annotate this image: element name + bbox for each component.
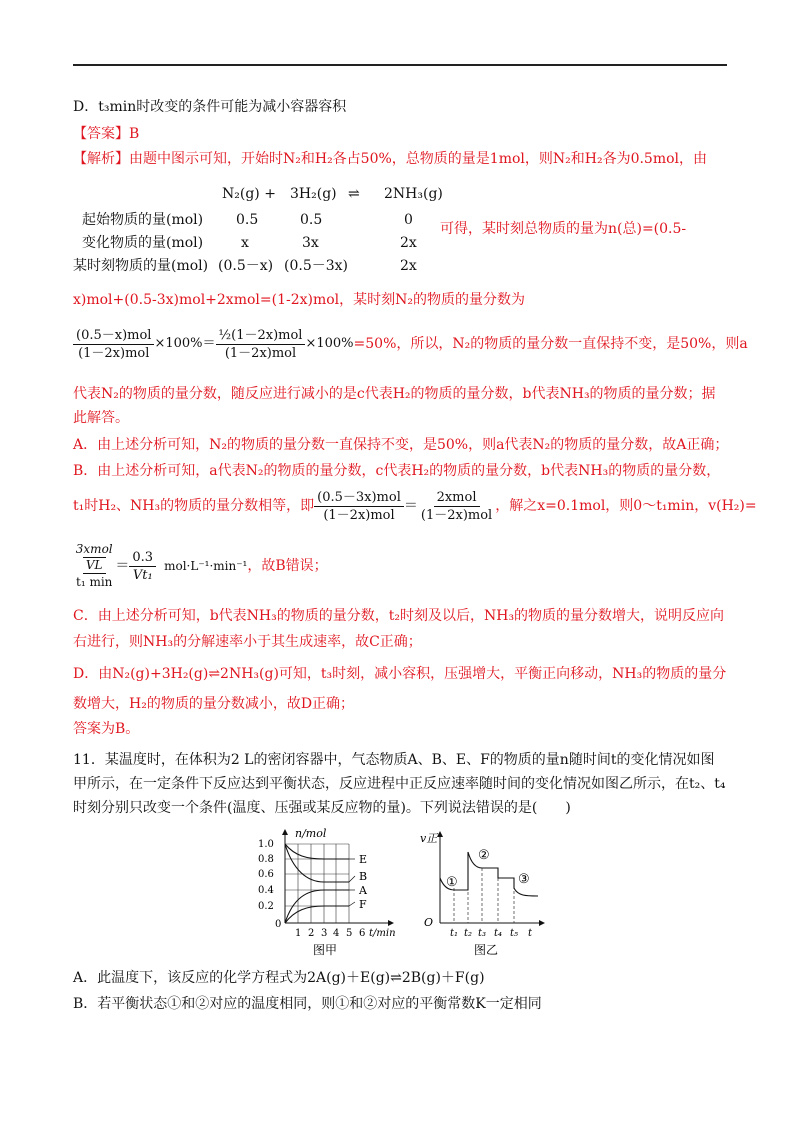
curve-f (285, 906, 349, 923)
fraction-h2: $\frac{\text{(0.5－3x)mol}}{\text{(1－2x)mol}}$ (314, 489, 404, 524)
figure-a-leaders (349, 859, 355, 906)
fraction-nh3: $\frac{\text{2xmol}}{\text{(1－2x)mol}}$ (420, 489, 493, 523)
row-initial-nh3: 0 (404, 212, 413, 228)
figure-a-grid (285, 844, 349, 923)
analysis-option-b-1: B．由上述分析可知，a代表N₂的物质的量分数，c代表H₂的物质的量分数，b代表NH₃的物质的量分数， (73, 463, 721, 479)
total-moles-line: x)mol+(0.5-3x)mol+2xmol=(1-2x)mol，某时刻N₂的物质的量分数为 (73, 292, 526, 308)
figure-a-xtick: 5 (346, 928, 353, 939)
row-initial-h2: 0.5 (300, 212, 323, 228)
figure-a-xtick: 4 (333, 928, 340, 939)
figure-b-ylabel: v正 (420, 832, 438, 845)
figure-a-ylabel: n/mol (295, 827, 327, 840)
eq-arrow: ⇌ (348, 186, 360, 202)
figure-a-chart (255, 826, 405, 962)
figure-b-xtick: t₄ (494, 928, 503, 939)
answer-b: 答案为B。 (73, 721, 140, 737)
figure-a-ytick: 1.0 (258, 839, 274, 850)
analysis-option-c-2: 右进行，则NH₃的分解速率小于其生成速率，故C正确； (73, 634, 422, 650)
figure-a-xtick: 6 (359, 928, 366, 939)
eq-n2: N₂(g) + (222, 186, 276, 202)
row-change-label: 变化物质的量(mol) (82, 235, 204, 251)
question-option-b: B．若平衡状态①和②对应的温度相同，则①和②对应的平衡常数K一定相同 (73, 996, 542, 1012)
eq-nh3: 2NH₃(g) (384, 186, 443, 202)
figure-b-xtick: t₅ (510, 928, 519, 939)
row-change-h2: 3x (302, 235, 319, 251)
figure-a-xlabel: t/min (369, 928, 396, 939)
ice-side-note: 可得，某时刻总物质的量为n(总)=(0.5- (440, 221, 687, 237)
row-moment-h2: (0.5－3x) (284, 258, 348, 274)
fraction-1: $\frac{\text{(0.5－x)mol}}{\text{(1－2x)mol}}$ (73, 327, 154, 362)
figure-a-curves (285, 844, 349, 923)
analysis-option-c-1: C．由上述分析可知，b代表NH₃的物质的量分数，t₂时刻及以后，NH₃的物质的量分数增大，说明反应向 (73, 608, 725, 624)
figure-a-ytick: 0.6 (258, 869, 274, 880)
region-1: ① (446, 875, 458, 890)
figure-b-origin: O (424, 916, 434, 929)
figure-a-ytick: 0.2 (258, 901, 274, 912)
fraction-2: $\frac{\text{½(1－2x)mol}}{\text{(1－2x)mol}}$ (216, 327, 306, 362)
row-moment-n2: (0.5－x) (218, 258, 274, 274)
figure-a-caption: 图甲 (313, 943, 338, 957)
question-11-line-1: 11．某温度时，在体积为2 L的密闭容器中，气态物质A、B、E、F的物质的量n随时间t的变化情况如图 (73, 752, 715, 768)
row-moment-nh3: 2x (400, 258, 417, 274)
curve-label-a: A (359, 884, 367, 897)
option-d-previous: D．t₃min时改变的条件可能为减小容器容积 (73, 99, 347, 115)
curve-a-decrease (285, 844, 349, 882)
analysis-option-d-2: 数增大，H₂的物质的量分数减小，故D正确； (73, 696, 355, 712)
analysis-option-d-1: D．由N₂(g)+3H₂(g)⇌2NH₃(g)可知，t₃时刻，减小容积，压强增大，平衡正向移动，NH₃的物质的量分 (73, 666, 727, 682)
top-rule (73, 64, 727, 66)
analysis-intro: 【解析】由题中图示可知，开始时N₂和H₂各占50%，总物质的量是1mol，则N₂和H₂各为0.5mol，由 (73, 151, 708, 167)
figure-a-dashed (324, 859, 349, 882)
a-represents-line: 代表N₂的物质的量分数，随反应进行减小的是c代表H₂的物质的量分数，b代表NH₃的物质的量分数；据 (73, 386, 716, 402)
figure-b-caption: 图乙 (474, 943, 499, 957)
curve-label-f: F (359, 898, 367, 911)
figure-a-ytick: 0 (275, 919, 282, 930)
figure-b-chart (418, 826, 548, 962)
figure-b-xtick: t₃ (478, 928, 487, 939)
figure-a-xtick: 3 (321, 928, 328, 939)
figure-a-ytick: 0.8 (258, 854, 274, 865)
row-change-n2: x (241, 235, 249, 251)
region-3: ③ (518, 872, 530, 887)
analysis-option-b-3: 3xmol VL t₁ min ＝ $\frac{0.3}{\text{Vt₁}}$ mol·L⁻¹·min⁻¹ ，故B错误； (73, 538, 328, 594)
region-2: ② (478, 848, 490, 863)
figure-b-xtick: t (528, 928, 533, 939)
rate-fraction: 3xmol VL t₁ min (75, 542, 113, 589)
analysis-option-a: A．由上述分析可知，N₂的物质的量分数一直保持不变，是50%，则a代表N₂的物质的量分数，故A正确； (73, 437, 729, 453)
row-initial-label: 起始物质的量(mol) (82, 212, 204, 228)
curve-label-e: E (359, 853, 368, 866)
curve-label-b: B (359, 870, 368, 883)
row-moment-label: 某时刻物质的量(mol) (73, 258, 209, 274)
row-initial-n2: 0.5 (236, 212, 259, 228)
row-change-nh3: 2x (400, 235, 417, 251)
eq-h2: 3H₂(g) (290, 186, 337, 202)
curve-e (285, 844, 349, 859)
question-11-line-3: 时刻分别只改变一个条件(温度、压强或某反应物的量)。下列说法错误的是( ) (73, 800, 571, 816)
figure-b-xtick: t₂ (464, 928, 473, 939)
figure-a-ytick: 0.4 (258, 885, 274, 896)
figure-a-xtick: 1 (295, 928, 302, 939)
answer-label: 【答案】B (73, 126, 140, 142)
question-option-a: A．此温度下，该反应的化学方程式为2A(g)＋E(g)⇌2B(g)＋F(g) (73, 970, 485, 986)
question-11-line-2: 甲所示，在一定条件下反应达到平衡状态，反应进程中正反应速率随时间的变化情况如图乙所示，在t₂、t₄ (73, 776, 726, 792)
figure-a-xtick: 2 (308, 928, 315, 939)
rate-result-fraction: $\frac{0.3}{\text{Vt₁}}$ (129, 549, 156, 584)
mole-fraction-formula: $\frac{\text{(0.5－x)mol}}{\text{(1－2x)mol}}$ ×100%＝ $\frac{\text{½(1－2x)mol}}{\text{(1－2x)mol}}$ ×100% =50%，所以，N₂的物质的量分数一直保持不变，是50%，则a (73, 318, 748, 370)
analysis-option-b-2: t₁时H₂、NH₃的物质的量分数相等，即 $\frac{\text{(0.5－3x)mol}}{\text{(1－2x)mol}}$ ＝ $\frac{\text{2xmol}}{\text{(1－2x)mol}}$ ，解之x=0.1mol，则0～t₁min，v(H₂)= (73, 489, 757, 523)
solve-line: 此解答。 (73, 410, 129, 426)
figure-b-xtick: t₁ (450, 928, 459, 939)
